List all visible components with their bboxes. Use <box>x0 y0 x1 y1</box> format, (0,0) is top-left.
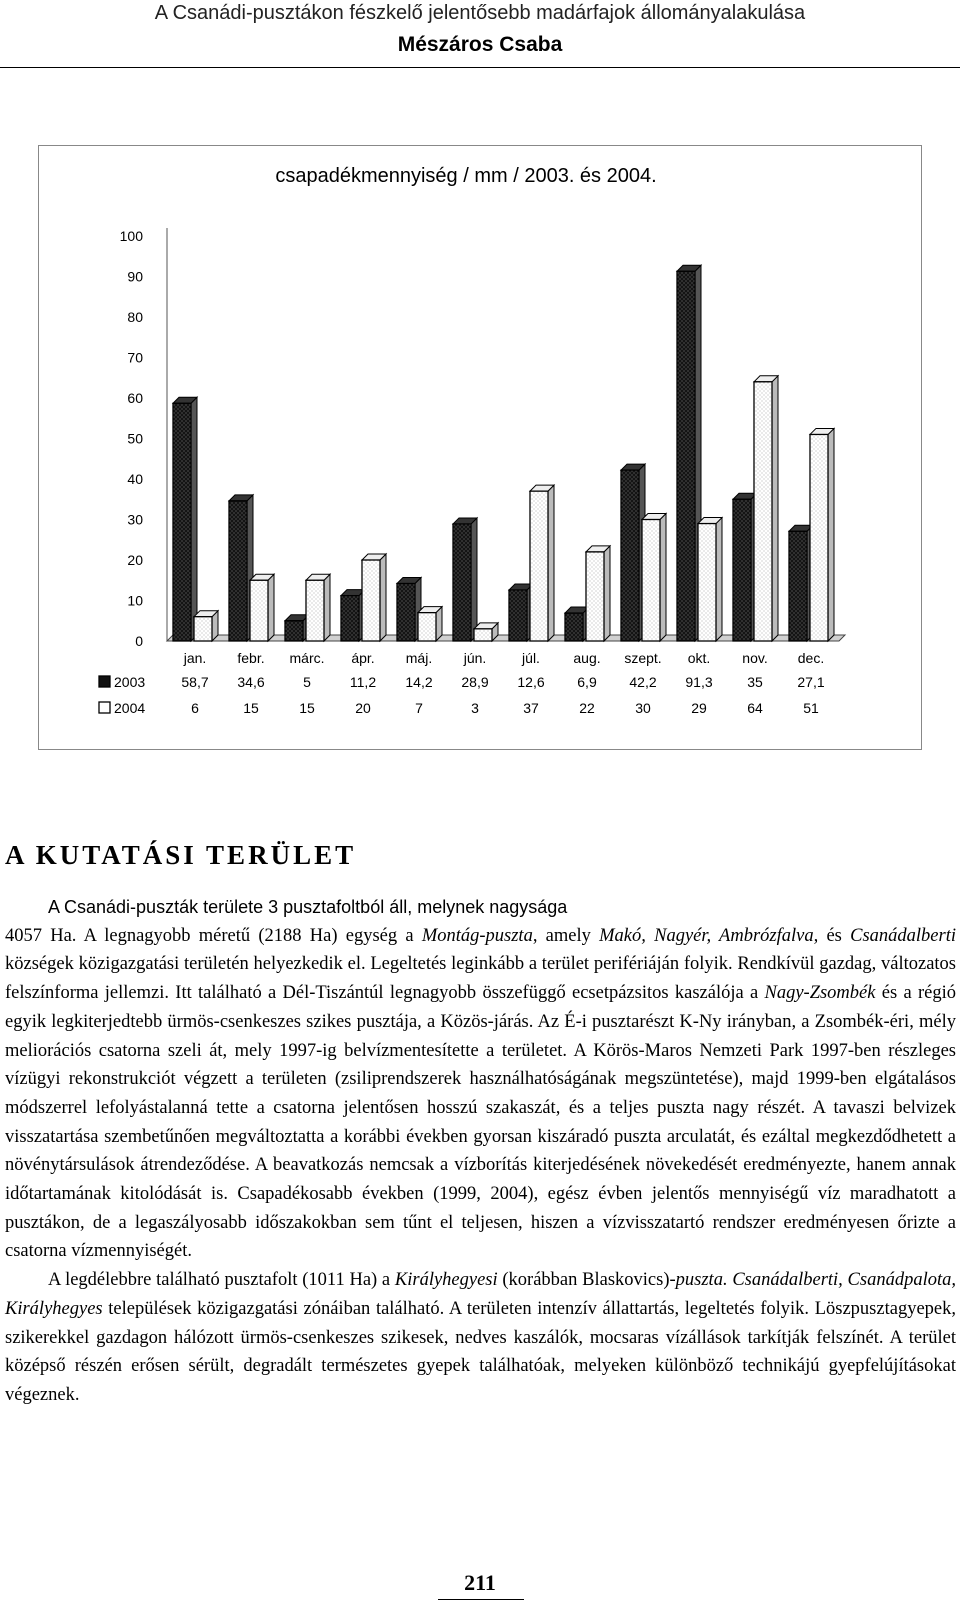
legend-label: 2004 <box>114 700 146 716</box>
data-label: 6,9 <box>577 674 597 690</box>
bar-2004-9 <box>698 518 722 641</box>
x-tick-label: szept. <box>624 650 662 666</box>
y-tick-label: 20 <box>127 552 143 568</box>
data-label: 15 <box>299 700 315 716</box>
data-label: 30 <box>635 700 651 716</box>
page-number: 211 <box>464 1570 496 1595</box>
data-label: 51 <box>803 700 819 716</box>
paragraph-1: 4057 Ha. A legnagyobb méretű (2188 Ha) egység a Montág-puszta, amely Makó, Nagyér, Ambrózfalva, és Csanádalberti községek közigazgatási területén helyezkedik el. Legeltetés leginkább a terület perifériáján folyik. Rendkívül gazdag, változatos felszínforma jellemzi. Itt található a Dél-Tiszántúl legnagyobb összefüggő ecsetpázsitos kaszálója a Nagy-Zsombék és a régió egyik legkiterjedtebb ürmös-csenkeszes szikes pusztája, a Közös-járás. Az É-i pusztarészt K-Ny irányban, a Zsombék-éri, mély meliorációs csatorna szeli át, mely 1997-ig belvízmentesítette a területet. A Körös-Maros Nemzeti Park 1997-ben részleges vízügyi rekonstrukciót végzett a területen (zsiliprendszerek használhatóságának megszüntetése), majd 1999-ben elgátalásos módszerrel lefolyástalanná tette a csatorna jelentősen hosszú szakaszát, és a teljes puszta nagy részét. A tavaszi belvizek visszatartása szembetűnően megváltoztatta a korábbi években gyorsan kiszáradó puszta arculatát, és ezáltal megkezdődhetett a növénytársulások átrendeződése. A beavatkozás nemcsak a vízborítás kiterjedésének növekedését eredményezte, hanem annak időtartamának kitolódását is. Csapadékosabb években (1999, 2004), egész évben jelentős mennyiségű víz maradhatott a pusztákon, de a legaszályosabb időszakokban sem tűnt el teljesen, hiszen a vízvisszatartó rendszer eredményesen őrizte a csatorna vízmennyiségét. <box>5 925 956 1262</box>
y-tick-label: 60 <box>127 390 143 406</box>
data-label: 42,2 <box>629 674 657 690</box>
x-tick-label: júl. <box>522 650 540 666</box>
data-label: 5 <box>303 674 311 690</box>
x-tick-label: jún. <box>463 650 487 666</box>
legend-swatch-2004 <box>99 702 110 713</box>
bar-2004-0 <box>194 611 218 641</box>
data-label: 14,2 <box>405 674 433 690</box>
paragraph-2: A legdélebbre található pusztafolt (1011 Ha) a Királyhegyesi (korábban Blaskovics)-puszta. Csanádalberti, Csanádpalota, Királyhegyes települések közigazgatási zónáiban található. A területen intenzív állattartás, legeltetés folyik. Löszpusztagyepek, szikerekkel gazdagon hálózott ürmös-csenkeszes szikesek, nedves kaszálók, mocsaras vízállások tarkítják felszínét. A terület középső részén erősen sérült, degradált természetes gyepek találhatóak, melyeken különböző technikájú gyepfelújításokat végeznek. <box>5 1270 956 1405</box>
y-tick-label: 10 <box>127 592 143 609</box>
y-tick-label: 30 <box>127 511 143 528</box>
x-tick-label: nov. <box>742 650 768 666</box>
y-tick-label: 90 <box>127 268 143 285</box>
bar-2004-2 <box>306 574 330 641</box>
bar-2004-10 <box>754 376 778 641</box>
section-heading: A KUTATÁSI TERÜLET <box>5 840 357 870</box>
x-tick-label: okt. <box>687 650 711 666</box>
data-label: 34,6 <box>237 674 265 690</box>
data-table <box>99 650 825 716</box>
chart-canvas <box>39 146 921 749</box>
data-label: 37 <box>523 700 539 716</box>
bar-2004-8 <box>642 514 666 642</box>
data-label: 15 <box>243 700 259 716</box>
y-tick-label: 100 <box>119 228 143 244</box>
y-tick-label: 80 <box>127 309 143 325</box>
data-label: 29 <box>691 700 707 716</box>
bar-2004-6 <box>530 485 554 641</box>
data-label: 7 <box>415 700 423 716</box>
bar-series <box>173 265 834 641</box>
bar-2003-5 <box>453 518 477 641</box>
x-tick-label: aug. <box>573 650 601 666</box>
bar-2004-5 <box>474 623 498 641</box>
bar-2004-1 <box>250 574 274 641</box>
bar-2004-4 <box>418 607 442 641</box>
header-divider <box>0 67 960 68</box>
paragraph-lead: A Csanádi-puszták területe 3 pusztafoltból áll, melynek nagysága <box>48 897 568 917</box>
data-label: 64 <box>747 700 763 716</box>
bar-2004-7 <box>586 546 610 641</box>
data-label: 27,1 <box>797 674 825 690</box>
data-label: 12,6 <box>517 674 545 690</box>
chart-title: csapadékmennyiség / mm / 2003. és 2004. <box>275 165 657 187</box>
data-label: 35 <box>747 674 763 690</box>
running-header-author: Mészáros Csaba <box>397 33 563 56</box>
data-label: 6 <box>191 700 199 716</box>
data-label: 20 <box>355 700 371 716</box>
legend-swatch-2003 <box>99 676 110 687</box>
y-tick-label: 70 <box>127 349 143 366</box>
x-tick-label: febr. <box>237 650 265 666</box>
y-tick-label: 50 <box>127 430 143 447</box>
x-tick-label: ápr. <box>351 650 375 666</box>
bar-2004-11 <box>810 428 834 641</box>
data-label: 58,7 <box>181 674 209 690</box>
bar-2003-0 <box>173 397 197 641</box>
y-tick-label: 0 <box>135 633 143 649</box>
data-label: 28,9 <box>461 674 489 690</box>
running-header-title: A Csanádi-pusztákon fészkelő jelentősebb madárfajok állományalakulása <box>154 2 806 24</box>
x-tick-label: dec. <box>797 650 825 666</box>
data-label: 91,3 <box>685 674 713 690</box>
y-tick-label: 40 <box>127 471 143 487</box>
data-label: 22 <box>579 700 595 716</box>
x-tick-label: márc. <box>289 650 325 666</box>
precipitation-chart <box>38 145 922 750</box>
legend-label: 2003 <box>114 674 146 690</box>
x-tick-label: máj. <box>405 650 433 666</box>
x-tick-label: jan. <box>183 650 207 666</box>
data-label: 11,2 <box>349 674 377 690</box>
bar-2004-3 <box>362 554 386 641</box>
footer-divider <box>438 1599 524 1600</box>
data-label: 3 <box>471 700 479 716</box>
body-text <box>5 893 956 1410</box>
